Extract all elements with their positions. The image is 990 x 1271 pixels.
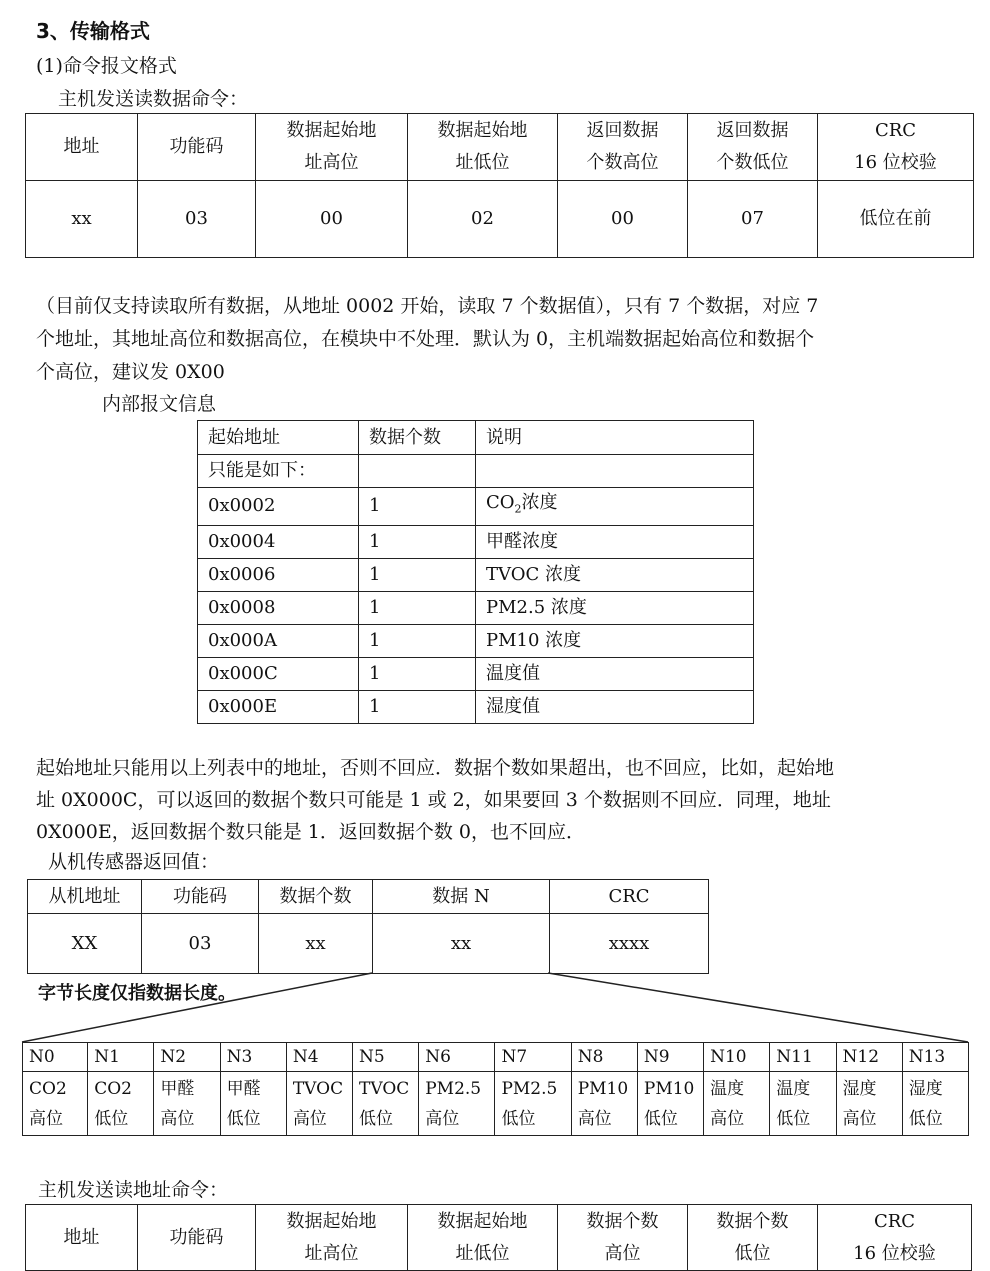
read-data-value-count-high: 00: [558, 181, 688, 258]
read-addr-header-crc: CRC 16 位校验: [818, 1205, 972, 1271]
internal-row-count: 1: [359, 591, 476, 624]
internal-row-description: 甲醛浓度: [476, 525, 754, 558]
internal-row-address: 0x0008: [198, 591, 359, 624]
byte-meaning: 温度 高位: [704, 1072, 770, 1136]
read-data-header-address: 地址: [26, 114, 138, 181]
byte-name: N11: [770, 1043, 836, 1072]
slave-header-count: 数据个数: [259, 880, 373, 914]
read-addr-header-address: 地址: [26, 1205, 138, 1271]
internal-row-description: 湿度值: [476, 690, 754, 723]
read-data-value-start-low: 02: [408, 181, 558, 258]
byte-meaning: 湿度 高位: [836, 1072, 902, 1136]
data-bytes-table: [22, 1042, 969, 1136]
read-addr-cmd-table: [25, 1204, 972, 1271]
internal-header-start-address: 起始地址: [198, 421, 359, 455]
internal-row-description: TVOC 浓度: [476, 558, 754, 591]
slave-response-label: 从机传感器返回值：: [48, 851, 220, 873]
internal-row-description: PM10 浓度: [476, 624, 754, 657]
byte-meaning: 甲醛 低位: [220, 1072, 286, 1136]
byte-meaning: PM10 低位: [637, 1072, 703, 1136]
read-data-header-start-low: 数据起始地 址低位: [408, 114, 558, 181]
byte-meaning: 甲醛 高位: [154, 1072, 220, 1136]
byte-name: N12: [836, 1043, 902, 1072]
byte-meaning: PM2.5 高位: [419, 1072, 495, 1136]
slave-header-function-code: 功能码: [142, 880, 259, 914]
read-addr-header-start-low: 数据起始地 址低位: [408, 1205, 558, 1271]
byte-name: N5: [353, 1043, 419, 1072]
read-addr-cmd-label: 主机发送读地址命令：: [38, 1179, 229, 1201]
subsection-title: (1)命令报文格式: [36, 55, 177, 77]
read-addr-header-count-low: 数据个数 低位: [688, 1205, 818, 1271]
internal-row-description: $CO_2$浓度: [476, 488, 754, 526]
internal-row-count: 1: [359, 690, 476, 723]
rules-line-2: 址 0X000C，可以返回的数据个数只可能是 1 或 2，如果要回 3 个数据则不回应．同理，地址: [36, 789, 831, 811]
read-data-value-start-high: 00: [256, 181, 408, 258]
slave-value-data-n: xx: [373, 914, 550, 974]
internal-row-description: 温度值: [476, 657, 754, 690]
byte-meaning: TVOC 低位: [353, 1072, 419, 1136]
internal-row-address: 0x0004: [198, 525, 359, 558]
byte-name: N6: [419, 1043, 495, 1072]
byte-meaning: PM10 高位: [571, 1072, 637, 1136]
read-addr-header-start-high: 数据起始地 址高位: [256, 1205, 408, 1271]
read-data-header-function-code: 功能码: [138, 114, 256, 181]
internal-row-description: PM2.5 浓度: [476, 591, 754, 624]
byte-name: N0: [23, 1043, 88, 1072]
byte-meaning: TVOC 高位: [286, 1072, 352, 1136]
read-addr-header-count-high: 数据个数 高位: [558, 1205, 688, 1271]
note-line-1: （目前仅支持读取所有数据，从地址 0002 开始，读取 7 个数据值），只有 7 个数据，对应 7: [36, 295, 819, 317]
internal-row-address: 0x000C: [198, 657, 359, 690]
note-line-3: 个高位，建议发 0X00: [36, 361, 225, 383]
slave-value-function-code: 03: [142, 914, 259, 974]
slave-value-count: xx: [259, 914, 373, 974]
byte-name: N4: [286, 1043, 352, 1072]
internal-row-address: 0x000E: [198, 690, 359, 723]
internal-row-count: 1: [359, 488, 476, 526]
read-data-header-count-high: 返回数据 个数高位: [558, 114, 688, 181]
read-data-value-address: xx: [26, 181, 138, 258]
byte-meaning: CO2 高位: [23, 1072, 88, 1136]
internal-row-address: 0x0002: [198, 488, 359, 526]
byte-name: N8: [571, 1043, 637, 1072]
read-data-value-crc: 低位在前: [818, 181, 974, 258]
read-data-header-crc: CRC 16 位校验: [818, 114, 974, 181]
expansion-line-right: [548, 973, 968, 1042]
internal-note-cell: 只能是如下：: [198, 455, 359, 488]
byte-name: N2: [154, 1043, 220, 1072]
byte-meaning: 湿度 低位: [902, 1072, 968, 1136]
byte-name: N9: [637, 1043, 703, 1072]
internal-row-address: 0x000A: [198, 624, 359, 657]
slave-value-crc: xxxx: [550, 914, 709, 974]
read-data-header-count-low: 返回数据 个数低位: [688, 114, 818, 181]
internal-row-address: 0x0006: [198, 558, 359, 591]
byte-name: N10: [704, 1043, 770, 1072]
slave-header-crc: CRC: [550, 880, 709, 914]
read-data-cmd-label: 主机发送读数据命令：: [58, 88, 249, 110]
byte-name: N13: [902, 1043, 968, 1072]
byte-name: N1: [88, 1043, 154, 1072]
read-addr-header-function-code: 功能码: [138, 1205, 256, 1271]
read-data-value-count-low: 07: [688, 181, 818, 258]
byte-meaning: PM2.5 低位: [495, 1072, 571, 1136]
slave-header-data-n: 数据 N: [373, 880, 550, 914]
byte-name: N7: [495, 1043, 571, 1072]
read-data-header-start-high: 数据起始地 址高位: [256, 114, 408, 181]
internal-row-count: 1: [359, 525, 476, 558]
byte-length-note: 字节长度仅指数据长度。: [38, 983, 236, 1004]
byte-meaning: CO2 低位: [88, 1072, 154, 1136]
section-title: 3、传输格式: [36, 19, 150, 43]
read-data-value-function-code: 03: [138, 181, 256, 258]
expansion-line-left: [22, 973, 372, 1042]
internal-row-count: 1: [359, 657, 476, 690]
byte-meaning: 温度 低位: [770, 1072, 836, 1136]
rules-line-3: 0X000E，返回数据个数只能是 1．返回数据个数 0，也不回应．: [36, 821, 586, 843]
internal-row-count: 1: [359, 558, 476, 591]
rules-line-1: 起始地址只能用以上列表中的地址，否则不回应．数据个数如果超出，也不回应，比如，起始地: [36, 757, 835, 779]
internal-info-label: 内部报文信息: [102, 393, 217, 415]
internal-header-count: 数据个数: [359, 421, 476, 455]
internal-header-description: 说明: [476, 421, 754, 455]
slave-header-address: 从机地址: [28, 880, 142, 914]
note-line-2: 个地址，其地址高位和数据高位，在模块中不处理．默认为 0，主机端数据起始高位和数据个: [36, 328, 815, 350]
byte-name: N3: [220, 1043, 286, 1072]
slave-value-address: XX: [28, 914, 142, 974]
internal-row-count: 1: [359, 624, 476, 657]
